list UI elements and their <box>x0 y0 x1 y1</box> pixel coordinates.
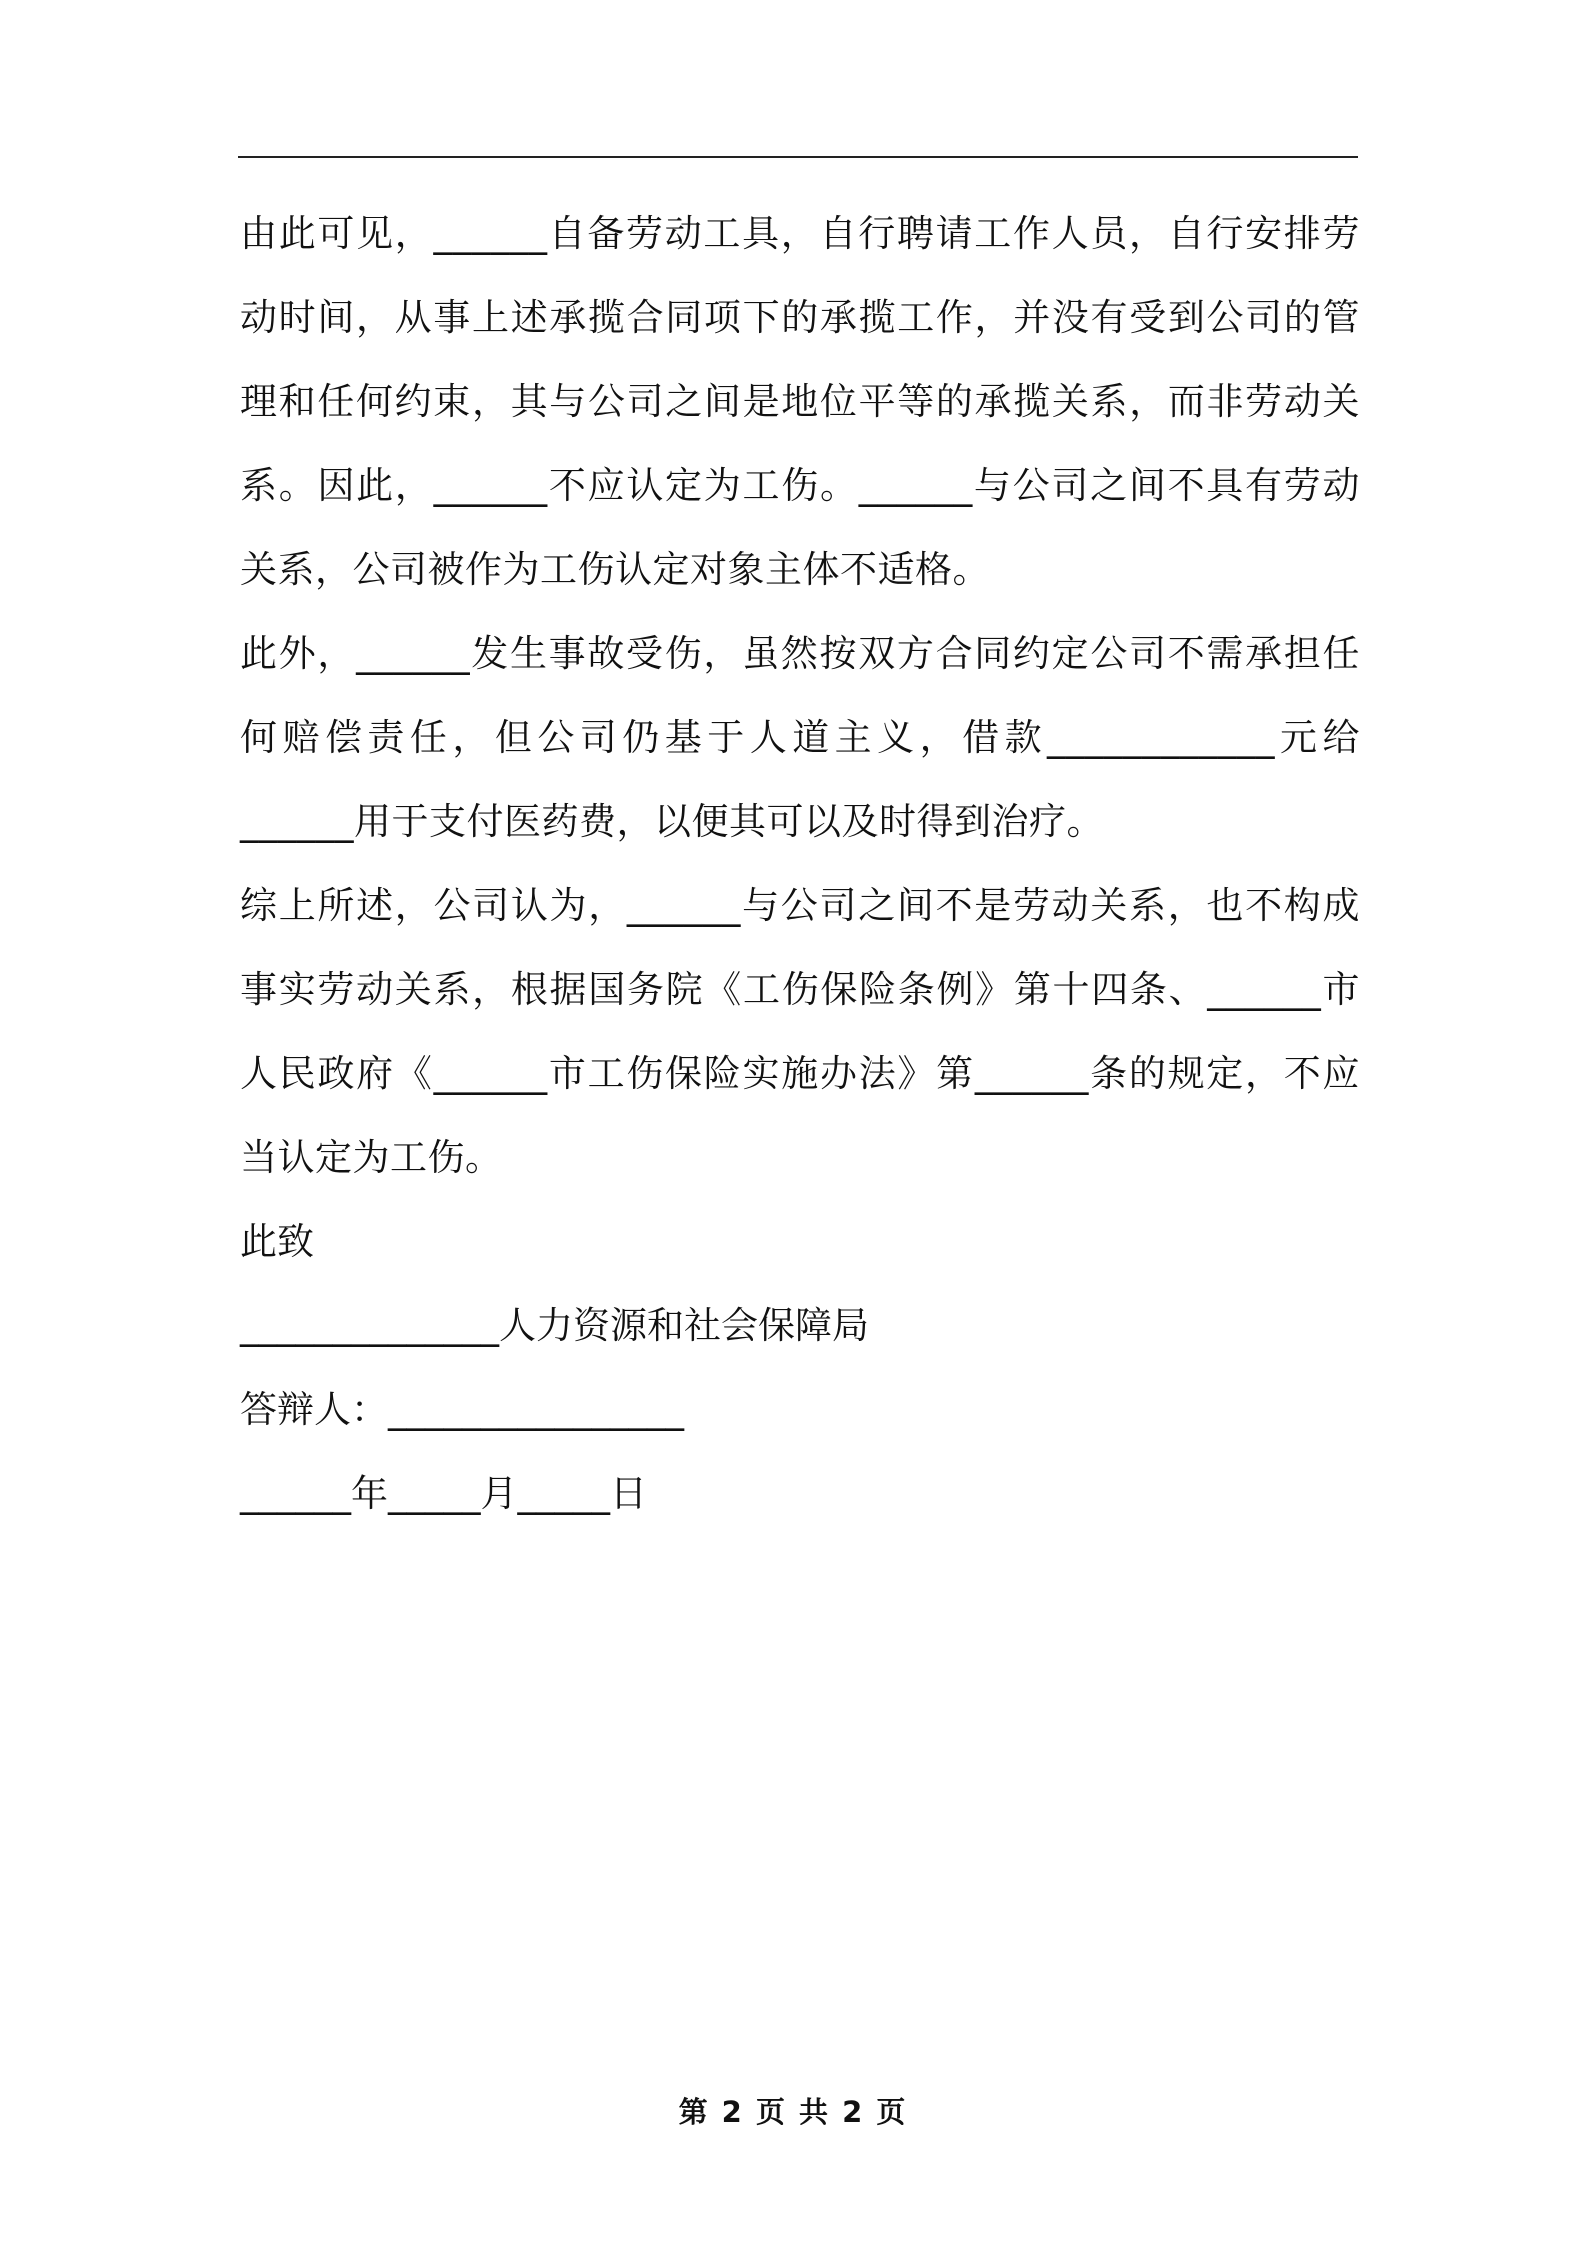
paragraph-additional: 此外，______发生事故受伤，虽然按双方合同约定公司不需承担任何赔偿责任，但公司仍基于人道主义，借款____________元给______用于支付医药费，以便其可以及时得到治疗。 <box>240 632 1360 843</box>
date-line: ______年_____月_____日 <box>240 1472 647 1515</box>
paragraph-summary: 综上所述，公司认为，______与公司之间不是劳动关系，也不构成事实劳动关系，根据国务院《工伤保险条例》第十四条、______市人民政府《______市工伤保险实施办法》第______条的规定，不应当认定为工伤。 <box>240 884 1360 1179</box>
salutation: 此致 <box>240 1220 314 1263</box>
page-footer: 第 2 页 共 2 页 <box>678 2095 908 2129</box>
header-rule <box>238 156 1358 158</box>
respondent-line: 答辩人：________________ <box>240 1388 684 1431</box>
document-body <box>240 192 1360 1536</box>
recipient-line: ______________人力资源和社会保障局 <box>240 1304 869 1347</box>
paragraph-conclusion: 由此可见，______自备劳动工具，自行聘请工作人员，自行安排劳动时间，从事上述承揽合同项下的承揽工作，并没有受到公司的管理和任何约束，其与公司之间是地位平等的承揽关系，而非劳动关系。因此，______不应认定为工伤。______与公司之间不具有劳动关系，公司被作为工伤认定对象主体不适格。 <box>240 212 1360 591</box>
